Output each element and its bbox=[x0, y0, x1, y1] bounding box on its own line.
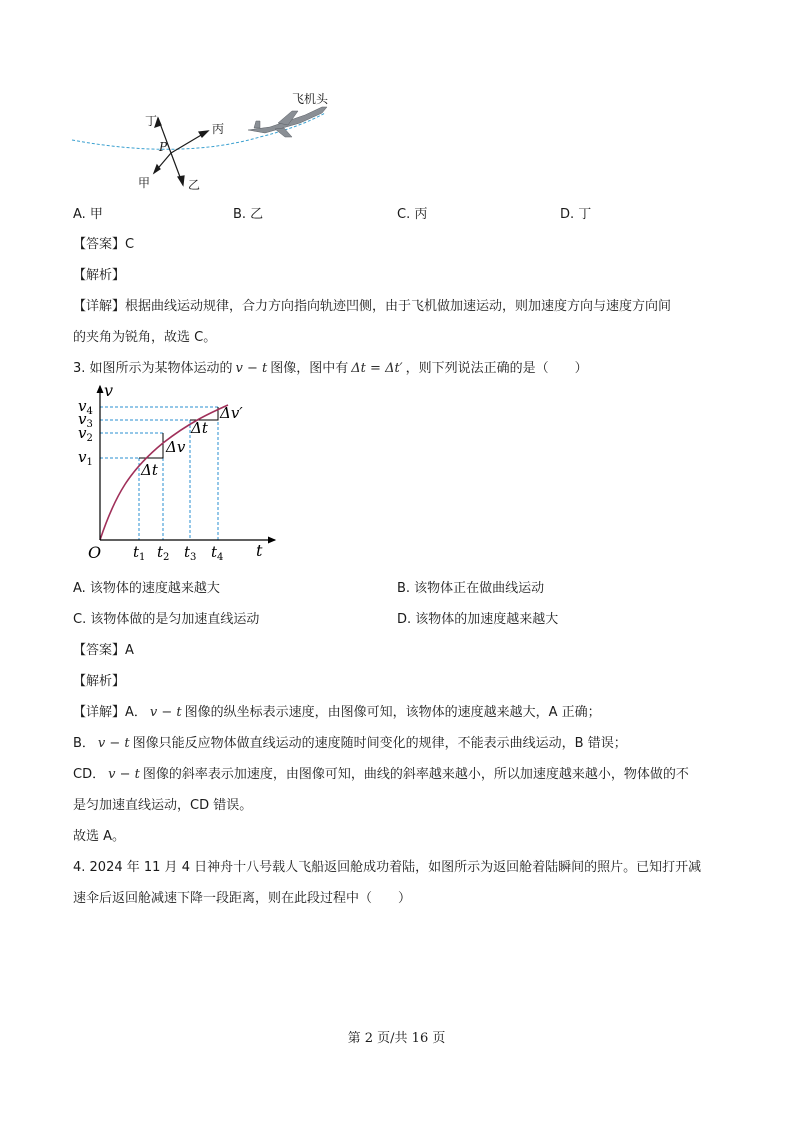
q3-option-a: A. 该物体的速度越来越大 bbox=[73, 581, 220, 596]
q2-detail-line2: 的夹角为锐角，故选 C。 bbox=[73, 330, 217, 345]
q2-answer: 【答案】C bbox=[73, 237, 135, 252]
point-p-label: P bbox=[159, 140, 168, 154]
origin-label: O bbox=[88, 543, 102, 562]
axis-t-label: t bbox=[256, 541, 263, 560]
arrow-label-ding: 丁 bbox=[145, 114, 158, 128]
q3-detail-a-text: 图像的纵坐标表示速度，由图像可知，该物体的速度越来越大，A 正确； bbox=[184, 705, 601, 720]
velocity-curve bbox=[100, 405, 228, 540]
q3-answer: 【答案】A bbox=[73, 643, 134, 658]
q3-stem-suffix: ，则下列说法正确的是（ ） bbox=[405, 361, 588, 376]
q3-detail-b-vt: v − t bbox=[97, 736, 130, 751]
trajectory-figure bbox=[60, 85, 360, 195]
q2-option-b: B. 乙 bbox=[233, 207, 264, 222]
q3-detail-cd-text: 图像的斜率表示加速度，由图像可知，曲线的斜率越来越小，所以加速度越来越小，物体做的不 bbox=[142, 767, 689, 782]
q3-detail-a-prefix: 【详解】A． bbox=[73, 705, 147, 720]
q3-stem-prefix: 3. 如图所示为某物体运动的 bbox=[73, 361, 233, 376]
page-footer: 第 2 页/共 16 页 bbox=[347, 1031, 446, 1046]
delta-v-label-1: Δv bbox=[166, 438, 186, 456]
arrow-label-yi: 乙 bbox=[188, 178, 201, 192]
delta-v-label-2: Δv′ bbox=[220, 404, 243, 422]
axis-v-label: v bbox=[104, 381, 114, 400]
v4-label: $v_4$ bbox=[78, 397, 93, 417]
q3-option-c: C. 该物体做的是匀加速直线运动 bbox=[73, 612, 260, 627]
t2-label: $t_2$ bbox=[157, 543, 170, 563]
airplane-icon bbox=[248, 107, 327, 137]
q4-line1: 4. 2024 年 11 月 4 日神舟十八号载人飞船返回舱成功着陆，如图所示为返回舱着陆瞬间的照片。已知打开减 bbox=[73, 860, 702, 875]
q3-detail-a-vt: v − t bbox=[149, 705, 182, 720]
q3-stem-mid: 图像，图中有 bbox=[270, 361, 349, 376]
q3-option-b: B. 该物体正在做曲线运动 bbox=[397, 581, 545, 596]
q3-detail-cd-line2: 是匀加速直线运动，CD 错误。 bbox=[73, 798, 253, 813]
plane-head-label: 飞机头 bbox=[292, 92, 329, 106]
q3-stem-vt: v − t bbox=[235, 361, 268, 376]
v1-label: $v_1$ bbox=[78, 448, 93, 468]
q3-detail-cd-prefix: CD． bbox=[73, 767, 106, 782]
t4-label: $t_4$ bbox=[211, 543, 224, 563]
q3-detail-a bbox=[73, 701, 601, 720]
arrow-label-bing: 丙 bbox=[212, 122, 225, 136]
t3-label: $t_3$ bbox=[184, 543, 197, 563]
q3-detail-b-prefix: B． bbox=[73, 736, 95, 751]
t1-label: $t_1$ bbox=[133, 543, 146, 563]
q4-line2: 速伞后返回舱减速下降一段距离，则在此段过程中（ ） bbox=[73, 891, 412, 906]
q3-detail-cd-vt: v − t bbox=[108, 767, 140, 782]
v2-label: $v_2$ bbox=[78, 424, 93, 444]
q3-conclusion: 故选 A。 bbox=[73, 829, 126, 844]
vt-graph bbox=[70, 380, 285, 565]
q3-detail-b bbox=[73, 732, 627, 751]
q3-stem-dt: Δt = Δt′ bbox=[351, 361, 403, 376]
q2-option-d: D. 丁 bbox=[560, 207, 592, 222]
q3-option-d: D. 该物体的加速度越来越大 bbox=[397, 612, 559, 627]
q2-detail-line1: 【详解】根据曲线运动规律，合力方向指向轨迹凹侧，由于飞机做加速运动，则加速度方向与速度方向间 bbox=[73, 299, 672, 314]
q3-detail-b-text: 图像只能反应物体做直线运动的速度随时间变化的规律，不能表示曲线运动，B 错误； bbox=[132, 736, 627, 751]
q2-option-c: C. 丙 bbox=[397, 207, 428, 222]
q3-analysis-label: 【解析】 bbox=[73, 674, 126, 689]
q3-stem bbox=[73, 357, 588, 376]
q2-option-a: A. 甲 bbox=[73, 207, 103, 222]
delta-t-label-2: Δt bbox=[191, 419, 208, 437]
q2-analysis-label: 【解析】 bbox=[73, 268, 126, 283]
q3-detail-cd bbox=[73, 763, 689, 782]
arrow-label-jia: 甲 bbox=[138, 176, 151, 190]
delta-t-label-1: Δt bbox=[141, 461, 158, 479]
v3-label: $v_3$ bbox=[78, 410, 93, 430]
